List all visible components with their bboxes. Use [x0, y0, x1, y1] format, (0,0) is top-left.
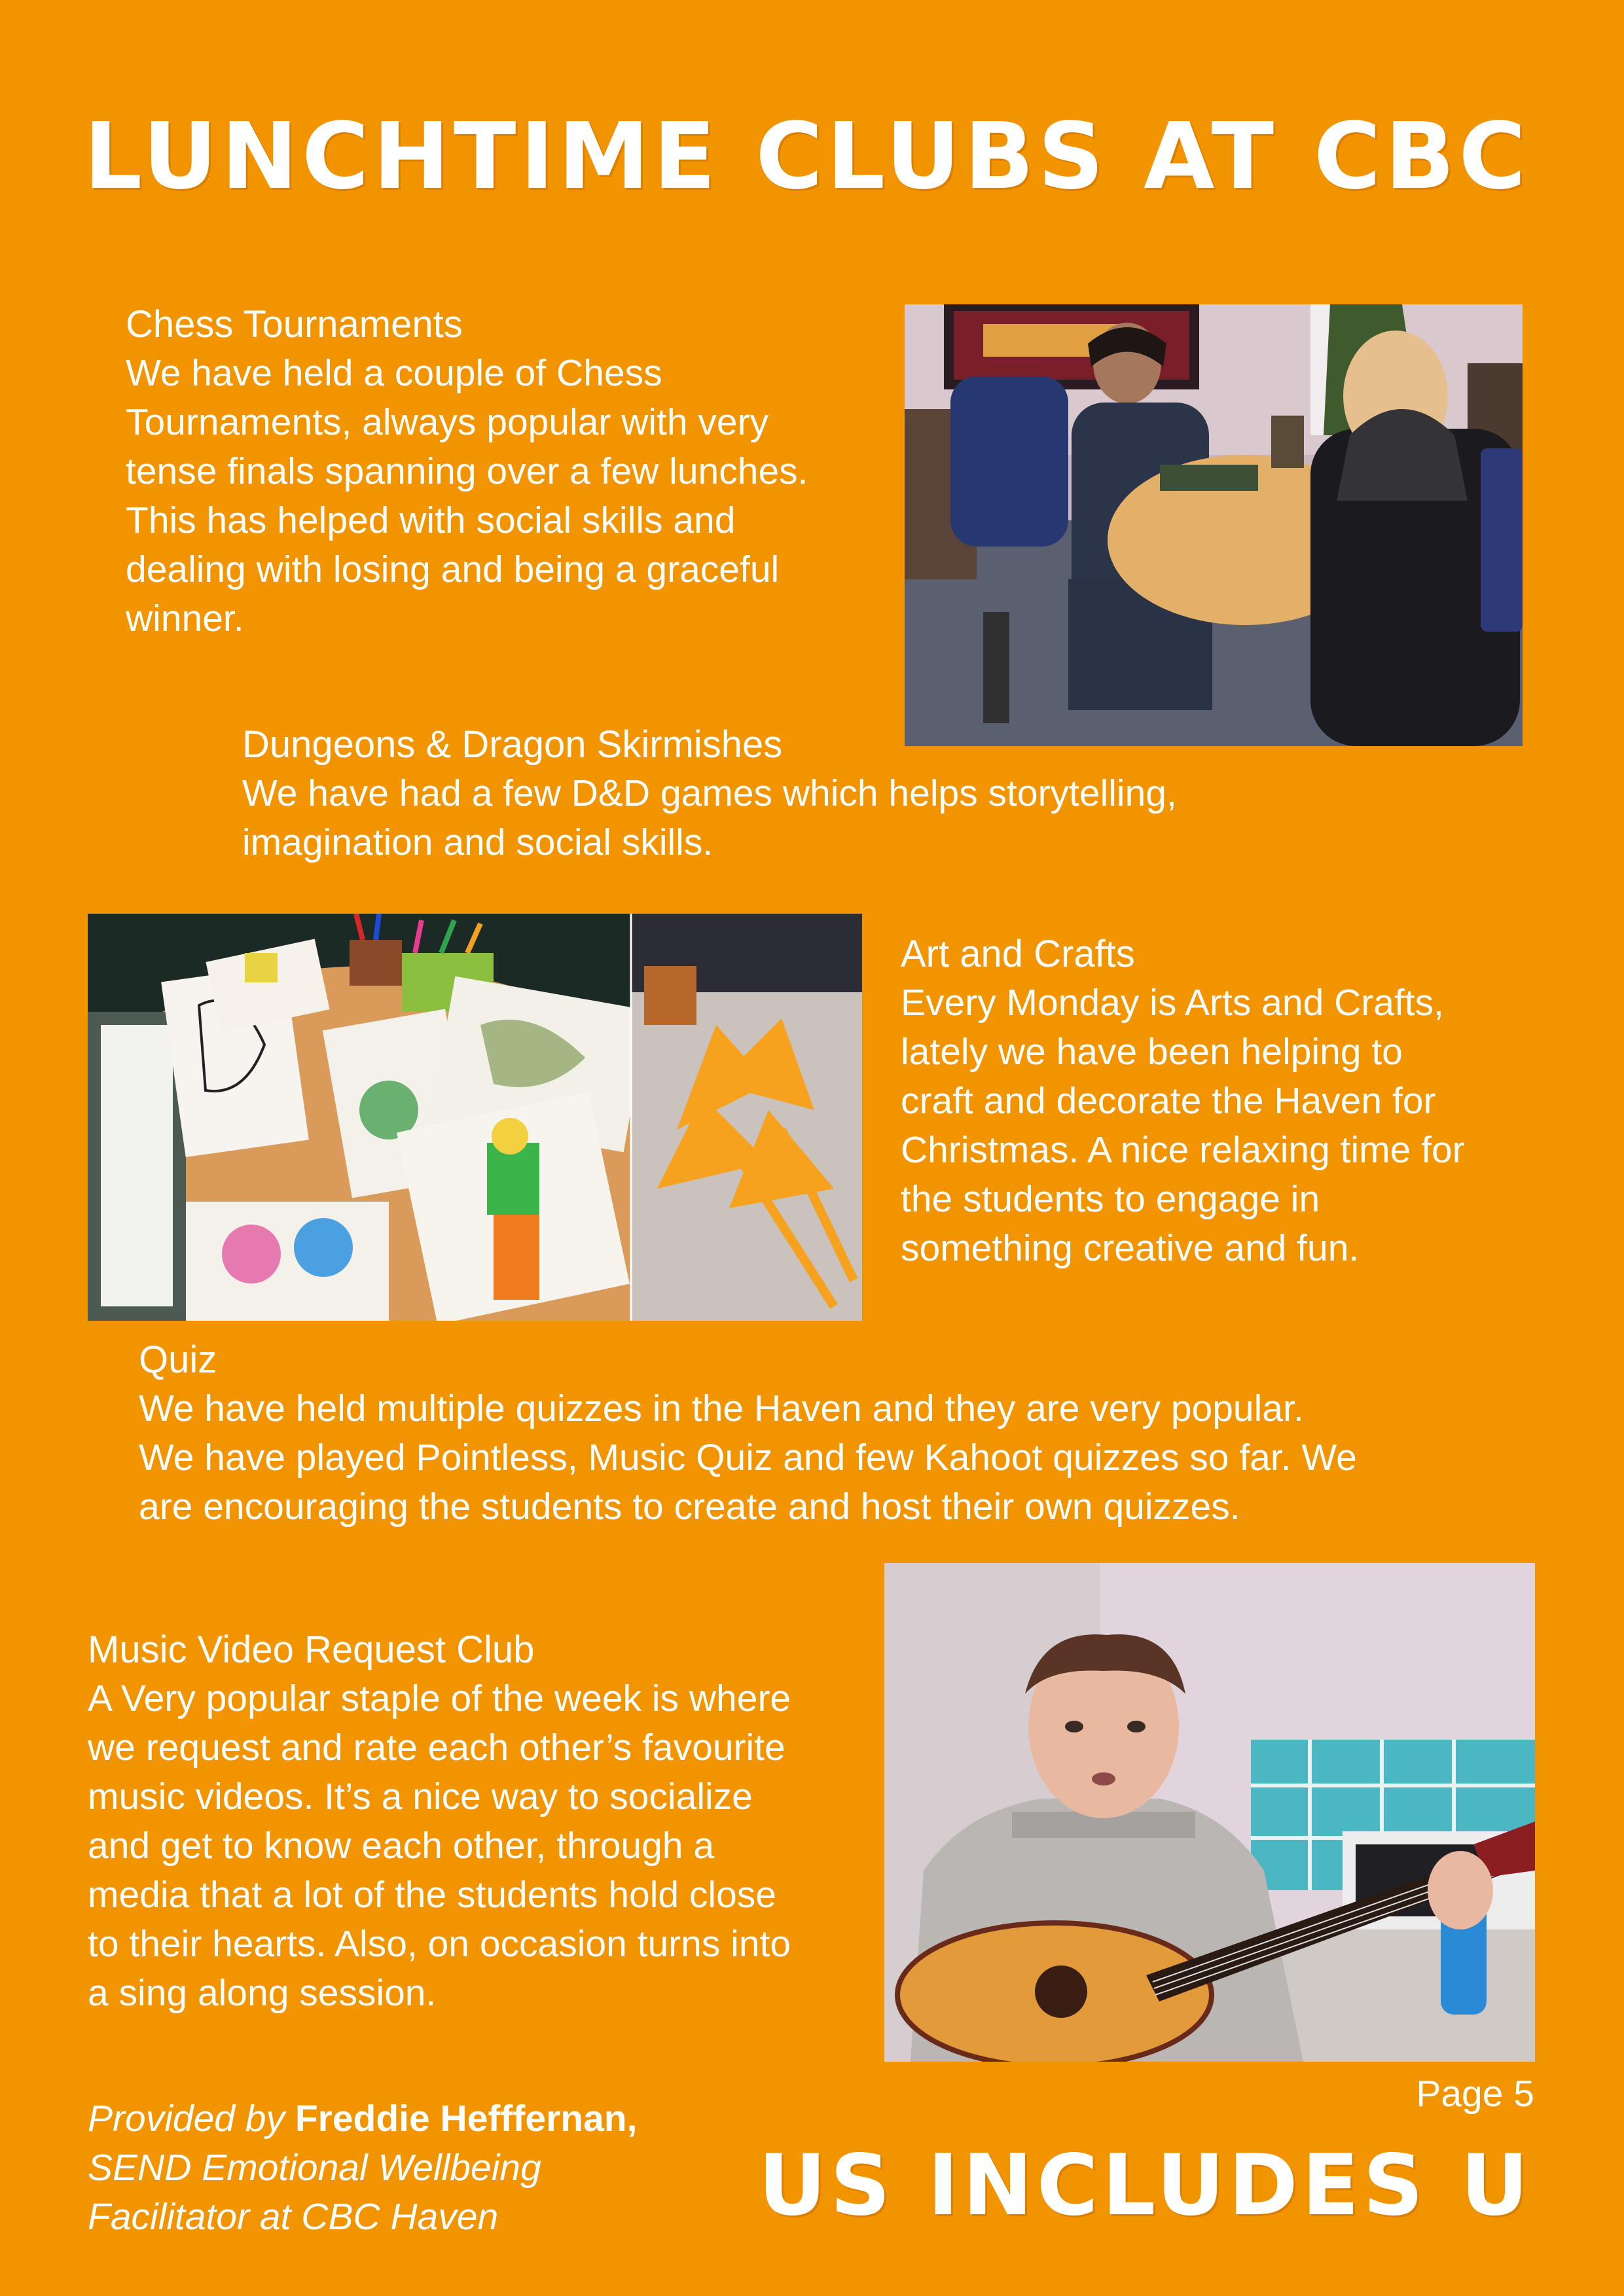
chess-section — [126, 300, 892, 643]
slogan: US INCLUDES U — [758, 2137, 1532, 2234]
dnd-text: We have had a few D&D games which helps storytelling, imagination and social skills. — [242, 772, 1177, 863]
credit-role-line2: Facilitator at CBC Haven — [88, 2196, 499, 2238]
art-photo — [88, 914, 862, 1321]
dnd-section — [242, 720, 1388, 867]
art-text: Every Monday is Arts and Crafts, lately we have been helping to craft and decorate the Haven for Christmas. A nice relaxing time for the students to engage in something creative and fun. — [901, 982, 1465, 1269]
music-text: A Very popular staple of the week is where we request and rate each other’s favourite music videos. It’s a nice way to socialize and get to know each other, through a media that a lot of the students hold close to their hearts. Also, on occasion turns into a sing along session. — [88, 1677, 791, 2014]
page-number: Page 5 — [1416, 2073, 1534, 2115]
chess-photo — [905, 304, 1523, 746]
quiz-section — [139, 1335, 1546, 1532]
chess-text: We have held a couple of Chess Tournaments, always popular with very tense finals spanning over a few lunches. This has helped with social skills and dealing with losing and being a graceful winner. — [126, 352, 808, 639]
dnd-heading: Dungeons & Dragon Skirmishes — [242, 723, 783, 766]
art-section — [901, 929, 1568, 1273]
credit-role-line1: SEND Emotional Wellbeing — [88, 2147, 541, 2189]
quiz-text: We have held multiple quizzes in the Haven and they are very popular. We have played Pointless, Music Quiz and few Kahoot quizzes so far. We are encouraging the students to create and host their own quizzes. — [139, 1388, 1357, 1528]
guitar-photo — [884, 1563, 1535, 2062]
chess-heading: Chess Tournaments — [126, 303, 463, 346]
quiz-heading: Quiz — [139, 1338, 217, 1381]
art-heading: Art and Crafts — [901, 933, 1135, 975]
credit-prefix: Provided by — [88, 2098, 295, 2140]
credit-name: Freddie Hefffernan, — [295, 2098, 638, 2140]
music-heading: Music Video Request Club — [88, 1628, 535, 1671]
page-title: LUNCHTIME CLUBS AT CBC — [84, 103, 1530, 210]
music-section — [88, 1625, 893, 2018]
credit-block — [88, 2094, 775, 2242]
